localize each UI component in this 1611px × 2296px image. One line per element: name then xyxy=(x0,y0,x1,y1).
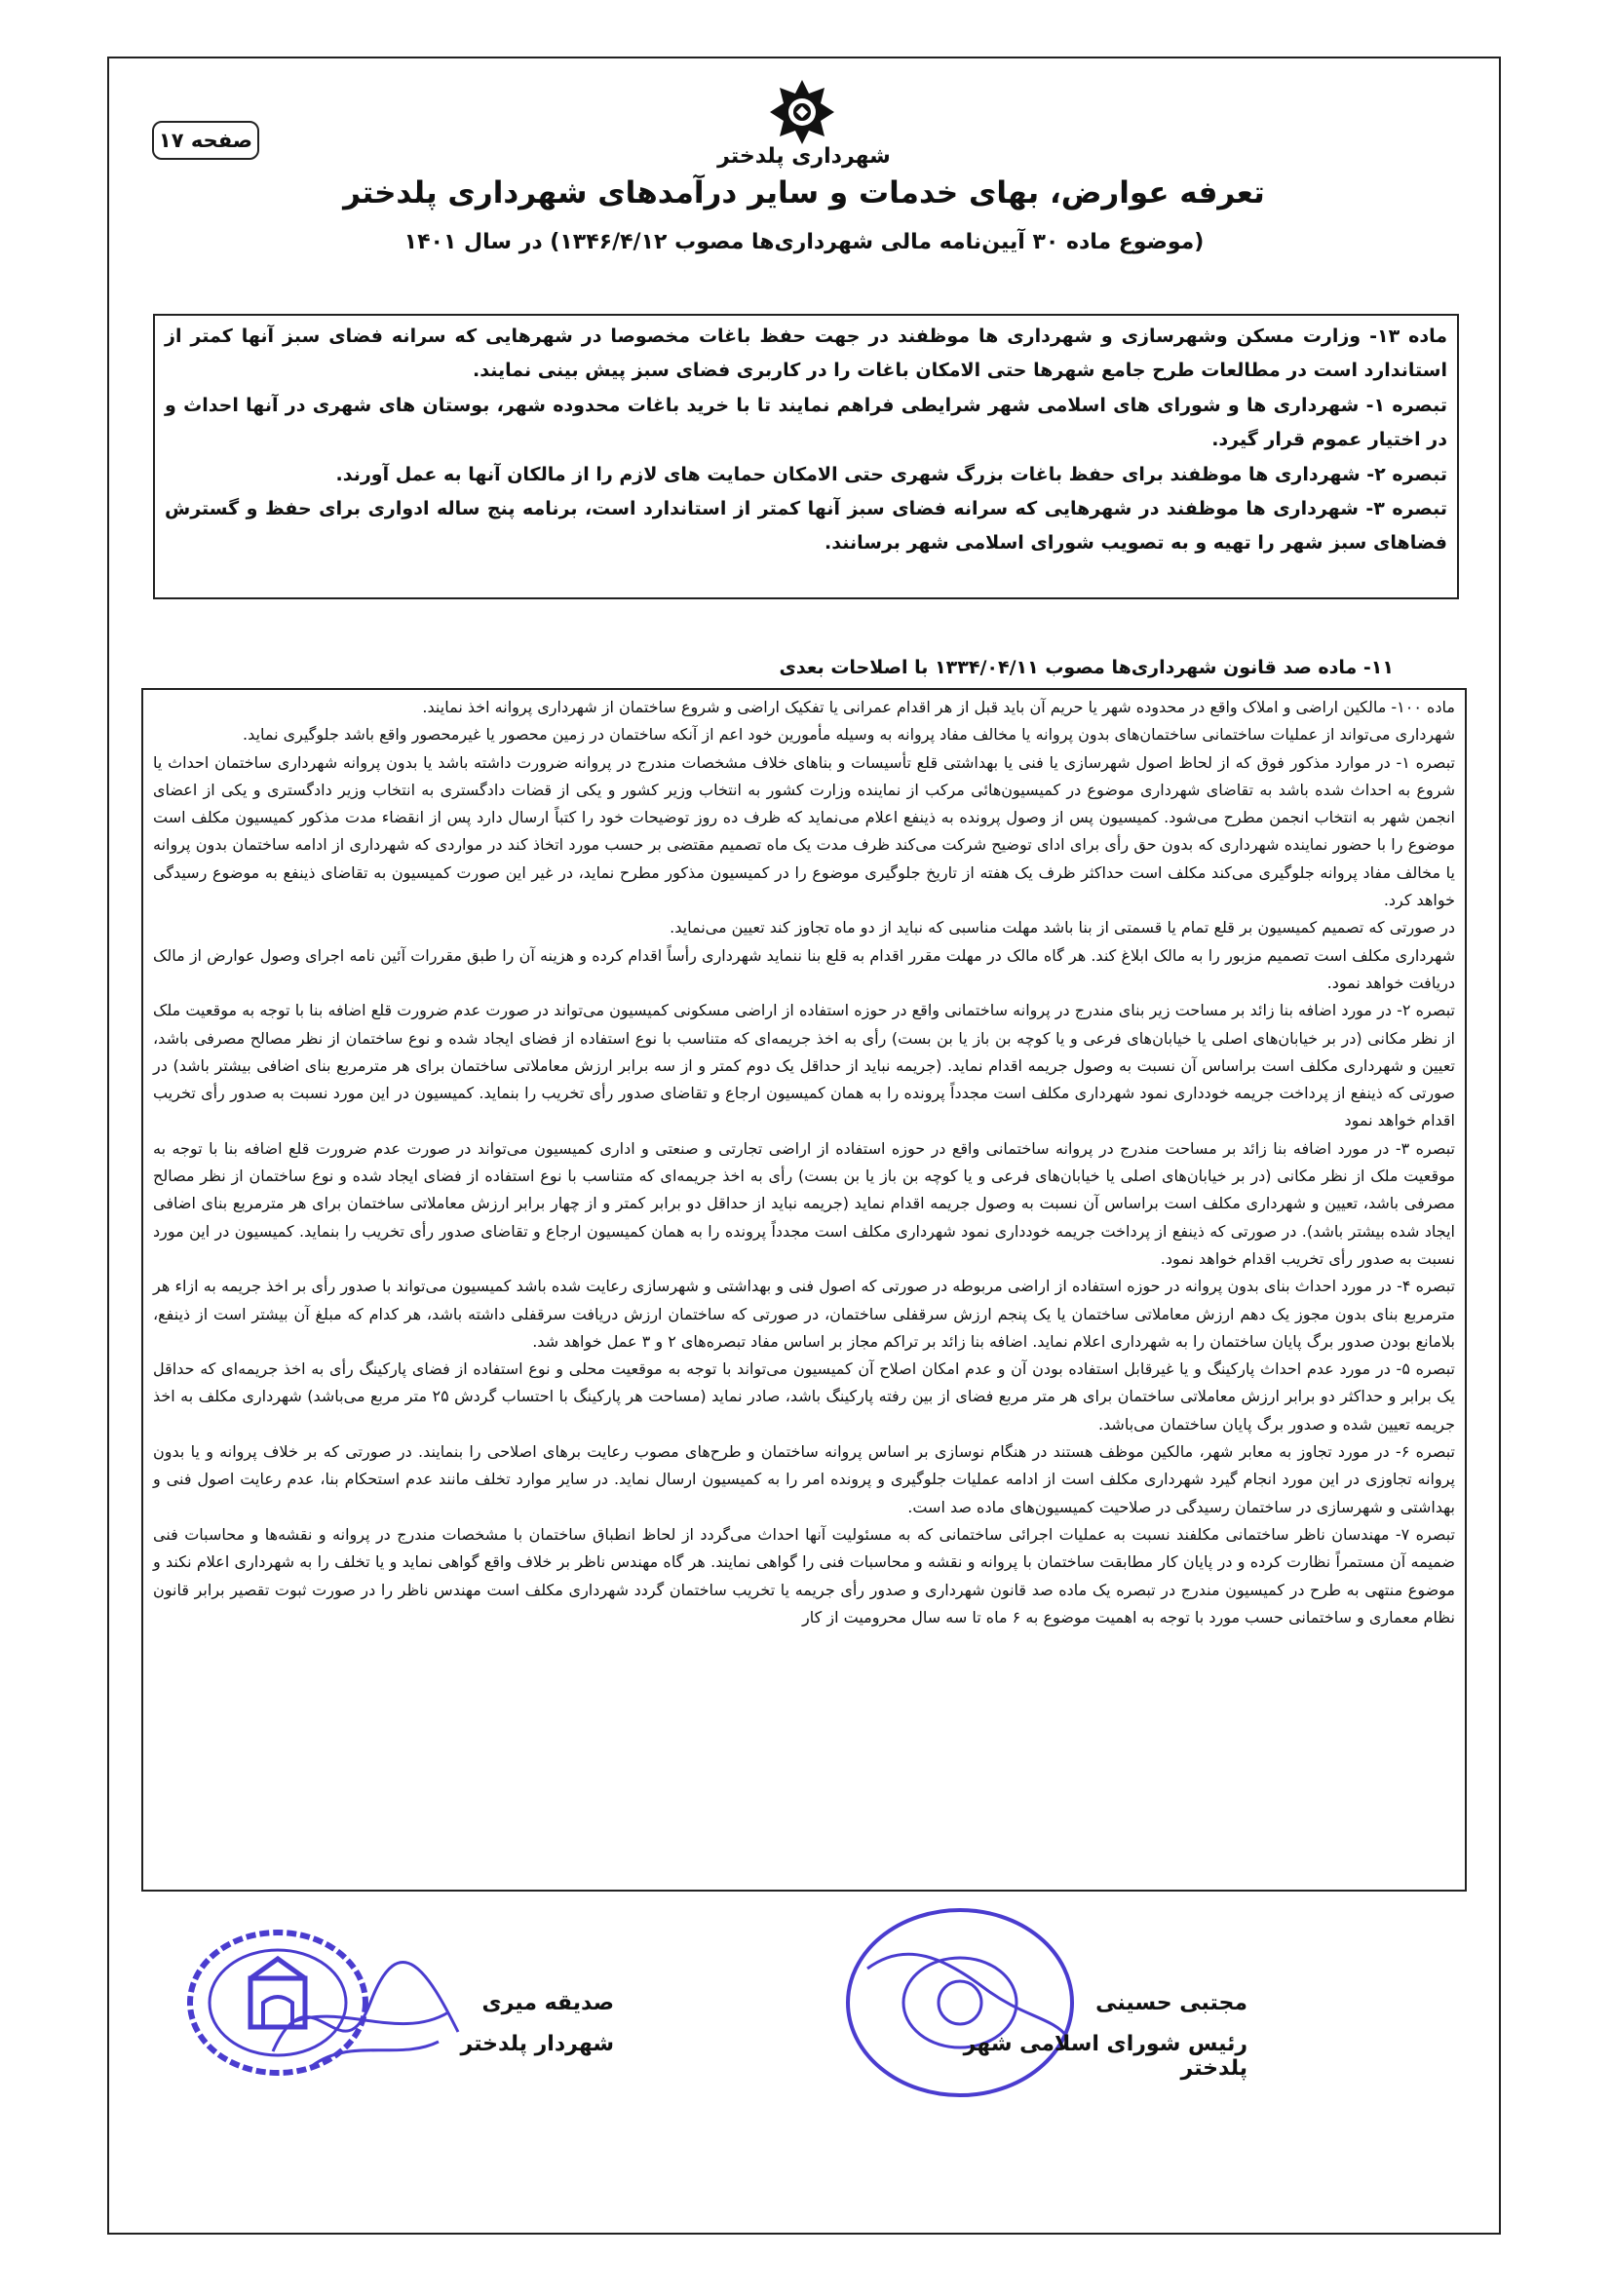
paragraph: تبصره ۲- در مورد اضافه بنا زائد بر مساحت زیر بنای مندرج در پروانه ساختمانی واقع در حوزه استفاده از اراضی مسکونی کمیسیون می‌تواند در صورت عدم ضرورت قلع اضافه بنا با توجه به موقعیت ملک از نظر مکانی (در بر خیابان‌های اصلی یا خیابان‌های فرعی و یا کوچه بن باز یا بن بست) رأی به اخذ جریمه‌ای که متناسب با نوع استفاده از فضای ایجاد شده و نوع ساختمان از نظر مصالح مصرفی باشد، تعیین و شهرداری مکلف است براساس آن نسبت به وصول جریمه اقدام نماید. (جریمه نباید از حداقل یک دوم کمتر و از سه برابر ارزش معاملاتی ساختمان برای هر مترمربع بنای اضافی بیشتر باشد) در صورتی که ذینفع از پرداخت جریمه خودداری نمود شهرداری مکلف است مجدداً پرونده را به همان کمیسیون ارجاع و تقاضای صدور رأی تخریب را بنماید. کمیسیون در این مورد نسبت به صدور رأی تخریب اقدام خواهد نمود xyxy=(153,1001,1456,1130)
municipality-logo-icon xyxy=(768,78,836,146)
paragraph: تبصره ۵- در مورد عدم احداث پارکینگ و یا غیرقابل استفاده بودن آن و عدم امکان اصلاح آن کمیسیون می‌تواند با توجه به موقعیت محلی و نوع استفاده از فضای پارکینگ رأی به اخذ جریمه‌ای که حداقل یک برابر و حداکثر دو برابر ارزش معاملاتی ساختمان برای هر متر مربع فضای از بین رفته پارکینگ باشد، صادر نماید (مساحت هر پارکینگ با احتساب گردش ۲۵ متر مربع می‌باشد) شهرداری مکلف به اخذ جریمه تعیین شده و صدور برگ پایان ساختمان می‌باشد. xyxy=(153,1359,1456,1434)
mayor-title: شهردار پلدختر xyxy=(460,2032,614,2056)
document-subtitle: (موضوع ماده ۳۰ آیین‌نامه مالی شهرداری‌ها مصوب ۱۳۴۶/۴/۱۲) در سال ۱۴۰۱ xyxy=(403,230,1205,254)
note-2-text: تبصره ۲- شهرداری ها موظفند برای حفظ باغات بزرگ شهری حتی الامکان حمایت های لازم را از مالکان آنها به عمل آورند. xyxy=(335,463,1447,485)
paragraph: تبصره ۱- در موارد مذکور فوق که از لحاظ اصول شهرسازی یا فنی یا بهداشتی قلع تأسیسات و بناهای خلاف مشخصات مندرج در پروانه ضرورت داشته باشد یا بدون پروانه شهرداری ساختمان احداث یا شروع به احداث شده باشد به تقاضای شهرداری موضوع در کمیسیون‌هائی مرکب از نماینده وزارت کشور به انتخاب وزیر کشور و یکی از قضات دادگستری به انتخاب وزیر دادگستری و یکی از اعضای انجمن شهر به انتخاب انجمن مطرح می‌شود. کمیسیون پس از وصول پرونده به ذینفع اعلام می‌نماید که ظرف ده روز توضیحات خود را کتباً ارسال دارد پس از انقضاء مدت مذکور کمیسیون مکلف است موضوع را با حضور نماینده شهرداری که بدون حق رأی برای ادای توضیح شرکت می‌کند ظرف مدت یک ماه تصمیم مقتضی بر حسب مورد اتخاذ کند در مواردی که شهرداری از ادامه ساختمان بدون پروانه یا مخالف مفاد پروانه جلوگیری می‌کند مکلف است حداکثر ظرف یک هفته از تاریخ جلوگیری موضوع را در کمیسیون مذکور مطرح نماید، در غیر این صورت کمیسیون به تقاضای ذینفع به موضوع رسیدگی خواهد کرد. xyxy=(153,752,1456,910)
paragraph: تبصره ۷- مهندسان ناظر ساختمانی مکلفند نسبت به عملیات اجرائی ساختمانی که به مسئولیت آنها احداث می‌گردد از لحاظ انطباق ساختمان با مشخصات مندرج در پروانه و نقشه‌ها و محاسبات فنی ضمیمه آن مستمراً نظارت کرده و در پایان کار مطابقت ساختمان با پروانه و نقشه و محاسبات فنی را گواهی نمایند. هر گاه مهندس ناظر بر خلاف واقع گواهی نماید و یا تخلف را به شهرداری اعلام نکند و موضوع منتهی به طرح در کمیسیون مندرج در تبصره یک ماده صد قانون شهرداری و صدور رأی جریمه یا تخریب ساختمان گردد شهرداری مکلف است مهندس ناظر را در صورت ثبوت تقصیر برابر قانون نظام معماری و ساختمانی حسب مورد با توجه به اهمیت موضوع به ۶ ماه تا سه سال محرومیت از کار xyxy=(153,1524,1455,1626)
paragraph: در صورتی که تصمیم کمیسیون بر قلع تمام یا قسمتی از بنا باشد مهلت مناسبی که نباید از دو ماه تجاوز کند تعیین می‌نماید. xyxy=(670,918,1455,938)
article-100-box xyxy=(141,688,1467,1892)
note-3-text: تبصره ۳- شهرداری ها موظفند در شهرهایی که سرانه فضای سبز آنها کمتر از استاندارد است، برنامه پنج ساله ادواری برای حفظ و گسترش فضاهای سبز شهر را تهیه و به تصویب شورای اسلامی شهر برسانند. xyxy=(165,498,1448,555)
page-number-badge: صفحه ۱۷ xyxy=(152,121,259,160)
council-head-title: رئیس شورای اسلامی شهر پلدختر xyxy=(963,2032,1247,2081)
document-title: تعرفه عوارض، بهای خدمات و سایر درآمدهای شهرداری پلدختر xyxy=(343,175,1265,210)
council-head-name: مجتبی حسینی xyxy=(1095,1991,1247,2015)
paragraph: تبصره ۴- در مورد احداث بنای بدون پروانه در حوزه استفاده از اراضی مربوطه در صورتی که اصول فنی و بهداشتی و شهرسازی رعایت شده باشد کمیسیون می‌تواند با صدور رأی بر اخذ جریمه به ازاء هر مترمربع بنای بدون مجوز یک دهم ارزش معاملاتی ساختمان یا یک پنجم ارزش سرقفلی ساختمان، در صورتی که ساختمان ارزش دریافت سرقفلی داشته باشد، هر کدام که مبلغ آن بیشتر است از ذینفع، بلامانع بودن صدور برگ پایان ساختمان را به شهرداری اعلام نماید. اضافه بنا زائد بر تراکم مجاز بر اساس مفاد تبصره‌های ۲ و ۳ عمل خواهد شد. xyxy=(153,1277,1456,1351)
paragraph: تبصره ۶- در مورد تجاوز به معابر شهر، مالکین موظف هستند در هنگام نوسازی بر اساس پروانه ساختمان و طرح‌های مصوب رعایت برهای اصلاحی را بنمایند. در صورتی که بر خلاف پروانه و یا بدون پروانه تجاوزی در این مورد انجام گیرد شهرداری مکلف است از ادامه عملیات جلوگیری و پرونده امر را به کمیسیون ارسال نماید. در سایر موارد تخلف مانند عدم استحکام بنا، عدم رعایت اصول فنی و بهداشتی و شهرسازی در ساختمان رسیدگی در صلاحیت کمیسیون‌های ماده صد است. xyxy=(153,1442,1456,1516)
paragraph: شهرداری می‌تواند از عملیات ساختمانی ساختمان‌های بدون پروانه یا مخالف مفاد پروانه به وسیله مأمورین خود اعم از آنکه ساختمان در زمین محصور یا غیرمحصور واقع باشد جلوگیری نماید. xyxy=(243,725,1455,745)
paragraph: شهرداری مکلف است تصمیم مزبور را به مالک ابلاغ کند. هر گاه مالک در مهلت مقرر اقدام به قلع بنا ننماید شهرداری رأساً اقدام کرده و هزینه آن را طبق مقررات آئین نامه اجرای وصول عوارض از مالک دریافت خواهد نمود. xyxy=(153,945,1455,992)
note-1-text: تبصره ۱- شهرداری ها و شورای های اسلامی شهر شرایطی فراهم نمایند تا با خرید باغات محدوده شهر، بوستان های شهری در آنها احداث و در اختیار عموم قرار گیرد. xyxy=(165,394,1447,451)
mayor-name: صدیقه میری xyxy=(481,1991,614,2015)
article-13-box xyxy=(153,314,1459,599)
article-13-text: ماده ۱۳- وزارت مسکن وشهرسازی و شهرداری ها موظفند در جهت حفظ باغات مخصوصا در شهرهایی که سرانه فضای سبز آنها کمتر از استاندارد است در مطالعات طرح جامع شهرها حتی الامکان باغات را در کاربری فضای سبز پیش بینی نمایند. xyxy=(165,325,1447,382)
paragraph: تبصره ۳- در مورد اضافه بنا زائد بر مساحت مندرج در پروانه ساختمانی واقع در حوزه استفاده از اراضی تجارتی و صنعتی و اداری کمیسیون می‌تواند در صورت عدم ضرورت قلع اضافه بنا با توجه به موقعیت ملک از نظر مکانی (در بر خیابان‌های اصلی یا خیابان‌های فرعی و یا کوچه بن باز یا بن بست) رأی به اخذ جریمه‌ای که متناسب با نوع استفاده از فضای ایجاد شده و نوع ساختمان از نظر مصالح مصرفی باشد، تعیین و شهرداری مکلف است براساس آن نسبت به وصول جریمه اقدام نماید (جریمه نباید از حداقل دو برابر کمتر و از چهار برابر ارزش معاملاتی ساختمان برای هر مترمربع بنای اضافی ایجاد شده بیشتر باشد). در صورتی که ذینفع از پرداخت جریمه خودداری نمود شهرداری مکلف است مجدداً پرونده را به همان کمیسیون ارجاع و تقاضای صدور رأی تخریب را بنماید. کمیسیون در این مورد نسبت به صدور رأی تخریب اقدام خواهد نمود. xyxy=(153,1138,1456,1268)
organization-name: شهرداری پلدختر xyxy=(717,144,891,169)
article-100-text: ماده ۱۰۰- مالکین اراضی و املاک واقع در محدوده شهر یا حریم آن باید قبل از هر اقدام عمرانی یا تفکیک اراضی و شروع ساختمان از شهرداری پروانه اخذ نمایند. xyxy=(422,698,1455,716)
section-title: ۱۱- ماده صد قانون شهرداری‌ها مصوب ۱۳۳۴/۰۴/۱۱ با اصلاحات بعدی xyxy=(779,657,1394,678)
